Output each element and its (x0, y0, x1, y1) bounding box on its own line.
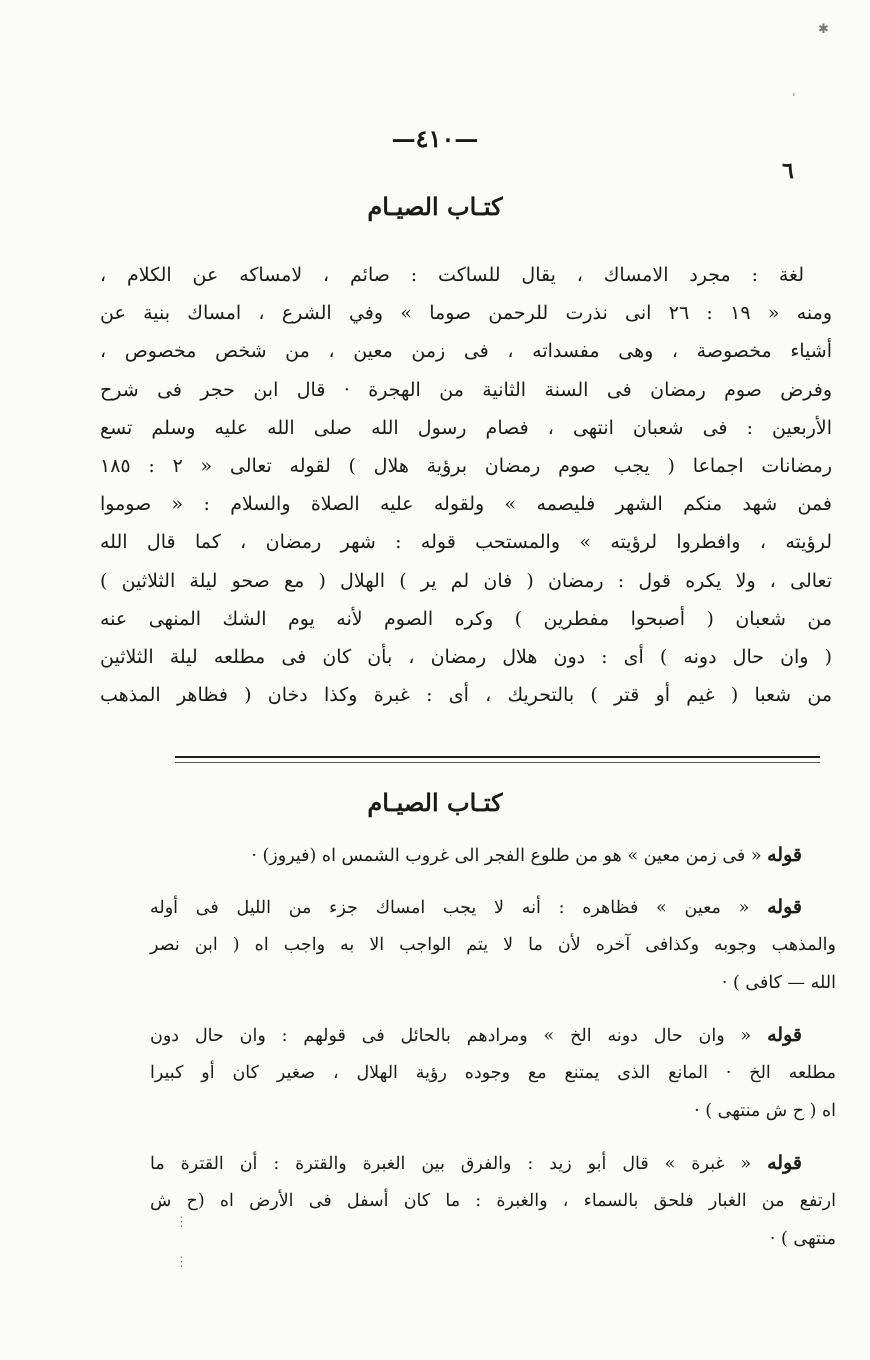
margin-mark: ٦ (782, 158, 794, 184)
text-line: تعالى ، ولا يكره قول : رمضان ( فان لم ير ) الهلال ( مع صحو ليلة الثلاثين ) (100, 569, 832, 592)
text-line: رمضانات اجماعا ( يجب صوم رمضان برؤية هلال ) لقوله تعالى « ٢ : ١٨٥ (100, 454, 832, 477)
page-number: —٤١٠— (391, 124, 479, 153)
text-line: من شعبان ( أصبحوا مفطرين ) وكره الصوم لأنه يوم الشك المنهى عنه (100, 607, 832, 630)
main-text (100, 256, 832, 714)
scan-speck: ✱ (818, 22, 829, 37)
text-line: الأربعين : فى شعبان انتهى ، فصام رسول الله صلى الله عليه وسلم تسع (100, 416, 832, 439)
note-keyword: قوله (767, 844, 802, 866)
note-text: « فى زمن معين » هو من طلوع الفجر الى غروب الشمس اه (فيروز) · (251, 846, 762, 866)
note-line (150, 1016, 836, 1054)
separator-rule (175, 756, 820, 758)
note-text: « غبرة » قال أبو زيد : والفرق بين الغبرة والقترة : أن القترة ما (150, 1154, 752, 1174)
note-text: « معين » فظاهره : أنه لا يجب امساك جزء من الليل فى أوله (150, 898, 750, 918)
note-text: « وان حال دونه الخ » ومرادهم بالحائل فى قولهم : وان حال دون (150, 1026, 752, 1046)
chapter-title: كتـاب الصيـام (367, 192, 503, 221)
text-line: ومنه « ١٩ : ٢٦ انى نذرت للرحمن صوما » وفي الشرع ، امساك بنية عن (100, 302, 832, 325)
text-line: من شعبا ( غيم أو قتر ) بالتحريك ، أى : غبرة وكذا دخان ( فظاهر المذهب (100, 684, 832, 707)
scan-speck: ⋮ (175, 1215, 188, 1230)
scan-speck: ⋮ (175, 1255, 188, 1270)
note-line: والمذهب وجوبه وكذافى آخره لأن ما لا يتم الواجب الا به واجب اه ( ابن نصر (150, 935, 836, 955)
note-line: مطلعه الخ · المانع الذى يمتنع مع وجوده رؤية الهلال ، صغير كان أو كبيرا (150, 1063, 836, 1083)
note-line: الله — كافى ) · (721, 973, 836, 993)
scan-speck: ˈ (792, 92, 796, 107)
commentary-notes (150, 836, 836, 1272)
note (150, 888, 836, 1002)
text-line: لرؤيته ، وافطروا لرؤيته » والمستحب قوله : شهر رمضان ، كما قال الله (100, 531, 832, 554)
text-line: أشياء مخصوصة ، وهى مفسداته ، فى زمن معين ، من شخص مخصوص ، (100, 340, 832, 363)
note-line: ارتفع من الغبار فلحق بالسماء ، والغبرة : ما كان أسفل فى الأرض اه (ح ش (150, 1191, 836, 1211)
note-line: اه ( ح ش منتهى ) · (694, 1101, 836, 1121)
note-keyword: قوله (767, 1152, 802, 1174)
text-line: ( وان حال دونه ) أى : دون هلال رمضان ، بأن كان فى مطلعه ليلة الثلاثين (100, 645, 832, 668)
note-line (150, 1144, 836, 1182)
note-line (150, 888, 836, 926)
separator-rule-thin (175, 762, 820, 763)
note-keyword: قوله (767, 896, 802, 918)
note (150, 1144, 836, 1258)
note-line: منتهى ) · (769, 1229, 836, 1249)
text-line: فمن شهد منكم الشهر فليصمه » ولقوله عليه الصلاة والسلام : « صوموا (100, 493, 832, 516)
note-line (150, 836, 836, 874)
note-keyword: قوله (767, 1024, 802, 1046)
text-line: وفرض صوم رمضان فى السنة الثانية من الهجرة · قال ابن حجر فى شرح (100, 378, 832, 401)
note (150, 836, 836, 874)
note (150, 1016, 836, 1130)
commentary-title: كتـاب الصيـام (367, 788, 503, 817)
text-line: لغة : مجرد الامساك ، يقال للساكت : صائم ، لامساكه عن الكلام ، (100, 264, 804, 286)
